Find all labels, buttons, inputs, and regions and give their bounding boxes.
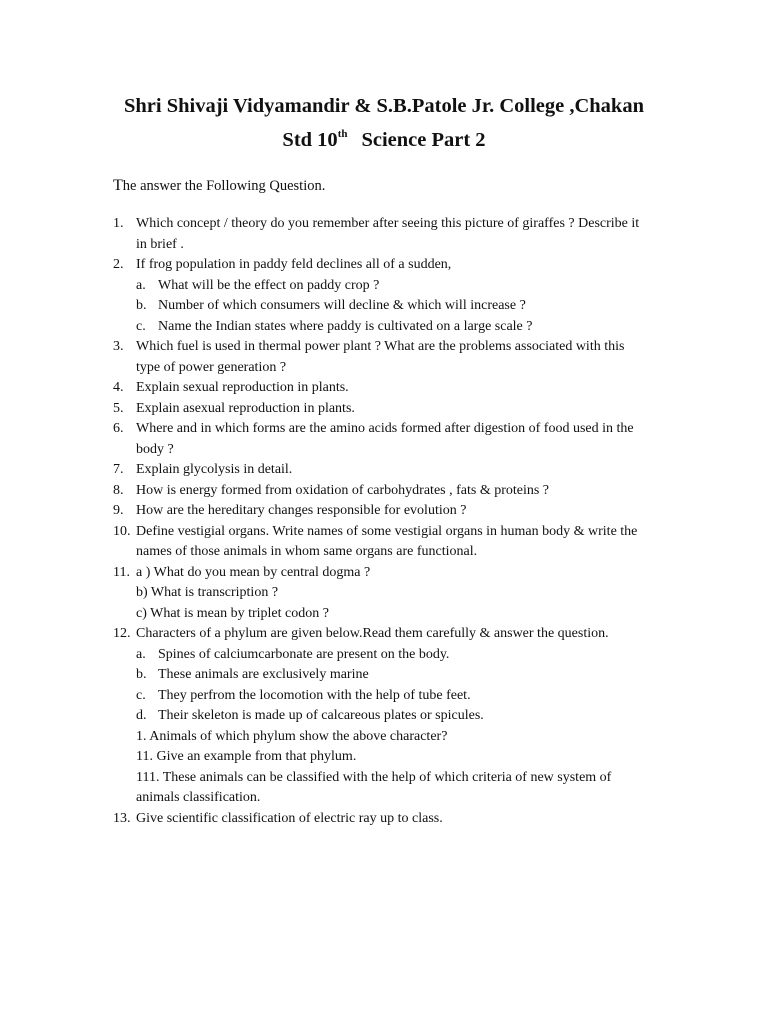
question-number: 9. bbox=[113, 503, 124, 518]
sub-question-label: a. bbox=[136, 277, 146, 293]
question-number: 13. bbox=[113, 810, 131, 826]
std-label: Std 10 bbox=[282, 129, 338, 151]
sub-question-text: Number of which consumers will decline & which will increase ? bbox=[158, 298, 526, 313]
question-text: 111. These animals can be classified with the help of which criteria of new system of bbox=[136, 769, 612, 785]
question-text: Explain glycolysis in detail. bbox=[136, 462, 293, 477]
question-number: 12. bbox=[113, 626, 131, 641]
sub-question-text: What will be the effect on paddy crop ? bbox=[158, 277, 380, 293]
std-subject-title bbox=[0, 128, 768, 152]
question-number: 8. bbox=[113, 482, 124, 498]
question-number: 7. bbox=[113, 462, 124, 477]
question-text: Explain asexual reproduction in plants. bbox=[136, 400, 355, 416]
question-text: Define vestigial organs. Write names of some vestigial organs in human body & write the bbox=[136, 523, 638, 539]
question-text: Which concept / theory do you remember after seeing this picture of giraffes ? Describe it bbox=[136, 216, 640, 231]
question-text: 1. Animals of which phylum show the above character? bbox=[136, 728, 448, 744]
question-text: a ) What do you mean by central dogma ? bbox=[136, 564, 371, 580]
sub-question-text: These animals are exclusively marine bbox=[158, 667, 369, 682]
question-text: c) What is mean by triplet codon ? bbox=[136, 605, 329, 621]
sub-question-label: b. bbox=[136, 667, 147, 682]
question-number: 11. bbox=[113, 564, 130, 580]
sub-question-text: Name the Indian states where paddy is cultivated on a large scale ? bbox=[158, 318, 533, 334]
sub-question-label: c. bbox=[136, 318, 146, 334]
sub-question-label: a. bbox=[136, 646, 146, 662]
question-number: 1. bbox=[113, 216, 124, 231]
question-text: type of power generation ? bbox=[136, 359, 287, 375]
sub-question-text: They perfrom the locomotion with the help of tube feet. bbox=[158, 687, 471, 703]
sub-question-label: b. bbox=[136, 298, 147, 313]
question-number: 6. bbox=[113, 421, 124, 436]
question-number: 10. bbox=[113, 523, 131, 539]
question-number: 5. bbox=[113, 400, 124, 416]
question-text: If frog population in paddy feld declines all of a sudden, bbox=[136, 257, 452, 272]
question-text: How are the hereditary changes responsible for evolution ? bbox=[136, 503, 467, 518]
question-number: 3. bbox=[113, 339, 124, 354]
question-text: body ? bbox=[136, 441, 174, 457]
question-text: Explain sexual reproduction in plants. bbox=[136, 380, 349, 395]
question-text: animals classification. bbox=[136, 790, 261, 805]
question-text: Which fuel is used in thermal power plant ? What are the problems associated with this bbox=[136, 339, 625, 354]
question-text: Where and in which forms are the amino acids formed after digestion of food used in the bbox=[136, 421, 634, 436]
question-text: 11. Give an example from that phylum. bbox=[136, 749, 357, 764]
question-number: 2. bbox=[113, 257, 124, 272]
sub-question-label: c. bbox=[136, 687, 146, 703]
question-text: b) What is transcription ? bbox=[136, 585, 279, 600]
question-text: names of those animals in whom same organs are functional. bbox=[136, 544, 478, 559]
subject-label: Science Part 2 bbox=[361, 129, 486, 151]
question-number: 4. bbox=[113, 380, 124, 395]
question-text: Give scientific classification of electric ray up to class. bbox=[136, 810, 443, 826]
sub-question-label: d. bbox=[136, 708, 147, 723]
instruction-text: The answer the Following Question. bbox=[113, 177, 326, 194]
school-title: Shri Shivaji Vidyamandir & S.B.Patole Jr. College ,Chakan bbox=[124, 95, 644, 117]
question-text: How is energy formed from oxidation of carbohydrates , fats & proteins ? bbox=[136, 482, 550, 498]
sub-question-text: Spines of calciumcarbonate are present on the body. bbox=[158, 646, 450, 662]
std-superscript: th bbox=[337, 128, 348, 140]
question-text: in brief . bbox=[136, 236, 184, 252]
question-text: Characters of a phylum are given below.Read them carefully & answer the question. bbox=[136, 626, 609, 641]
sub-question-text: Their skeleton is made up of calcareous plates or spicules. bbox=[158, 708, 484, 723]
